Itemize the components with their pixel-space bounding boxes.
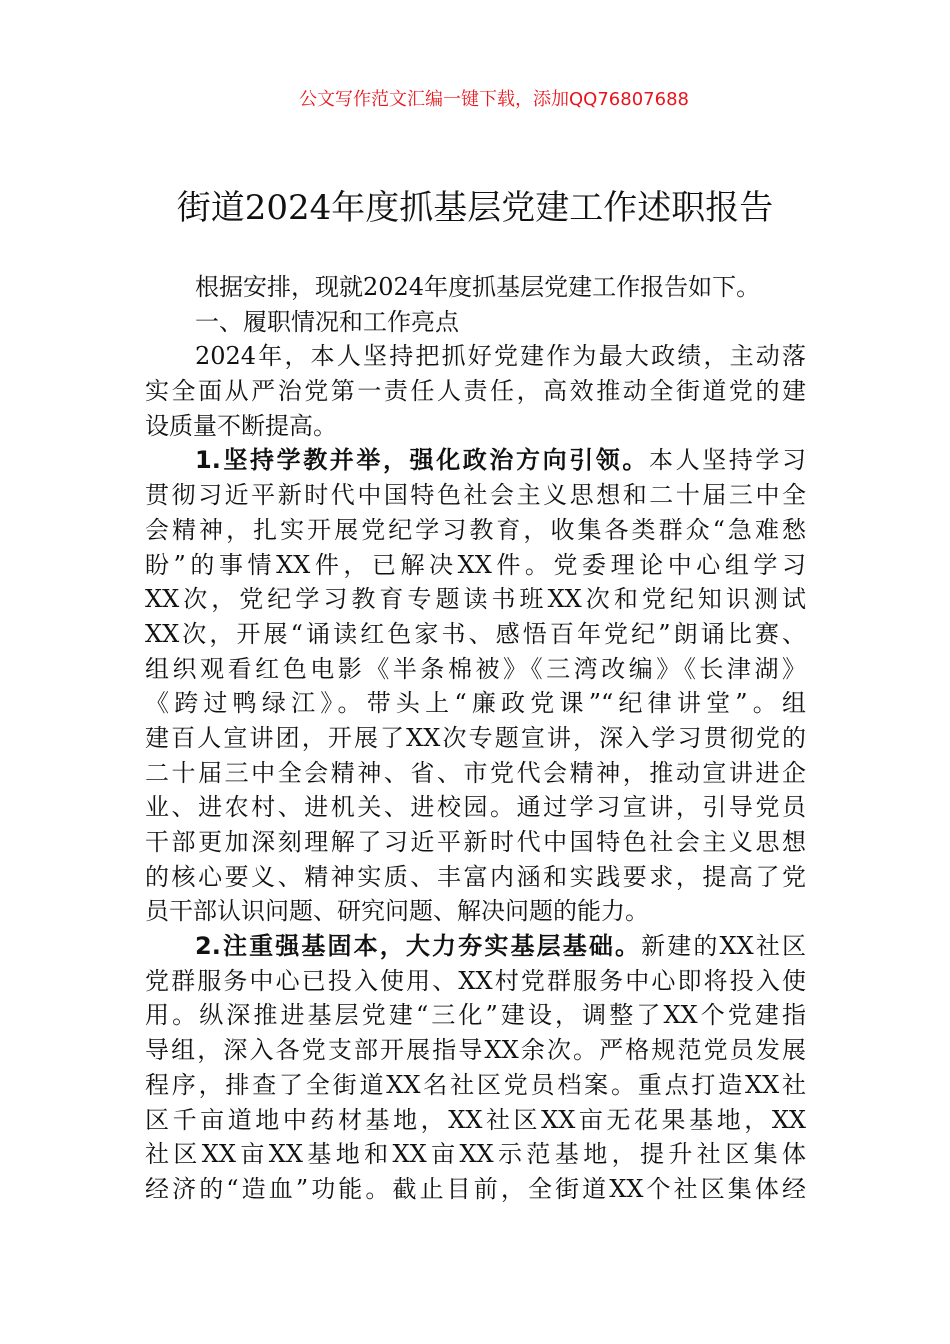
text-line: [145, 582, 806, 617]
text-line: [145, 478, 806, 513]
text-line: [145, 1033, 806, 1068]
text-line: [145, 894, 806, 929]
line-text: XX次，党纪学习教育专题读书班XX次和党纪知识测试: [145, 585, 806, 614]
line-text: 设质量不断提高。: [145, 411, 337, 440]
line-text: 2024年，本人坚持把抓好党建作为最大政绩，主动落: [195, 342, 806, 371]
text-line: [145, 374, 806, 409]
text-line: [145, 998, 806, 1033]
line-text: 贯彻习近平新时代中国特色社会主义思想和二十届三中全: [145, 481, 806, 510]
line-text: 党群服务中心已投入使用、XX村党群服务中心即将投入使: [145, 966, 806, 995]
line-text: 实全面从严治党第一责任人责任，高效推动全街道党的建: [145, 377, 806, 406]
text-line: [145, 548, 806, 583]
line-text: 二十届三中全会精神、省、市党代会精神，推动宣讲进企: [145, 758, 806, 787]
line-text: 员干部认识问题、研究问题、解决问题的能力。: [145, 897, 649, 926]
text-line: [145, 617, 806, 652]
line-text: 区千亩道地中药材基地，XX社区XX亩无花果基地，XX: [145, 1105, 806, 1134]
document-body: [145, 270, 806, 1207]
text-line: [145, 686, 806, 721]
text-line: [145, 1172, 806, 1207]
line-text: 建百人宣讲团，开展了XX次专题宣讲，深入学习贯彻党的: [145, 723, 806, 752]
text-line: [145, 964, 806, 999]
text-line: [145, 513, 806, 548]
text-line: [145, 1137, 806, 1172]
text-line: [145, 1103, 806, 1138]
text-line: [145, 339, 806, 374]
line-text: 新建的XX社区: [641, 932, 806, 961]
text-line: [145, 305, 806, 340]
line-text: 盼”的事情XX件，已解决XX件。党委理论中心组学习: [145, 550, 806, 579]
text-line: [145, 409, 806, 444]
line-text: 《跨过鸭绿江》。带头上“廉政党课”“纪律讲堂”。组: [145, 689, 806, 718]
line-text: 干部更加深刻理解了习近平新时代中国特色社会主义思想: [145, 828, 806, 856]
text-line: [145, 790, 806, 825]
text-line: [145, 652, 806, 687]
line-text: 经济的“造血”功能。截止目前，全街道XX个社区集体经: [145, 1174, 806, 1203]
line-text: 本人坚持学习: [649, 446, 806, 475]
line-text: 的核心要义、精神实质、丰富内涵和实践要求，提高了党: [145, 862, 806, 891]
text-line: [145, 443, 806, 478]
line-text: 会精神，扎实开展党纪学习教育，收集各类群众“急难愁: [145, 515, 806, 544]
line-text: 社区XX亩XX基地和XX亩XX示范基地，提升社区集体: [145, 1140, 806, 1169]
line-text: 导组，深入各党支部开展指导XX余次。严格规范党员发展: [145, 1036, 806, 1065]
text-line: [145, 1068, 806, 1103]
text-line: [145, 860, 806, 895]
line-text: 业、进农村、进机关、进校园。通过学习宣讲，引导党员: [145, 793, 806, 822]
document-title: 街道2024年度抓基层党建工作述职报告: [176, 188, 774, 228]
line-text: 一、履职情况和工作亮点: [195, 307, 459, 336]
text-line: [145, 270, 806, 305]
line-text: 用。纵深推进基层党建“三化”建设，调整了XX个党建指: [145, 1001, 806, 1030]
line-text: 组织观看红色电影《半条棉被》《三湾改编》《长津湖》: [145, 654, 806, 683]
text-line: [145, 721, 806, 756]
download-banner-link[interactable]: 公文写作范文汇编一键下载，添加QQ76807688: [299, 89, 689, 110]
line-text: 程序，排查了全街道XX名社区党员档案。重点打造XX社: [145, 1070, 806, 1099]
line-text: XX次，开展“诵读红色家书、感悟百年党纪”朗诵比赛、: [145, 619, 806, 648]
section-heading: 1.坚持学教并举，强化政治方向引领。: [195, 446, 649, 475]
section-heading: 2.注重强基固本，大力夯实基层基础。: [195, 932, 642, 961]
text-line: [145, 825, 806, 860]
text-line: [145, 929, 806, 964]
text-line: [145, 756, 806, 791]
line-text: 根据安排，现就2024年度抓基层党建工作报告如下。: [195, 273, 761, 301]
